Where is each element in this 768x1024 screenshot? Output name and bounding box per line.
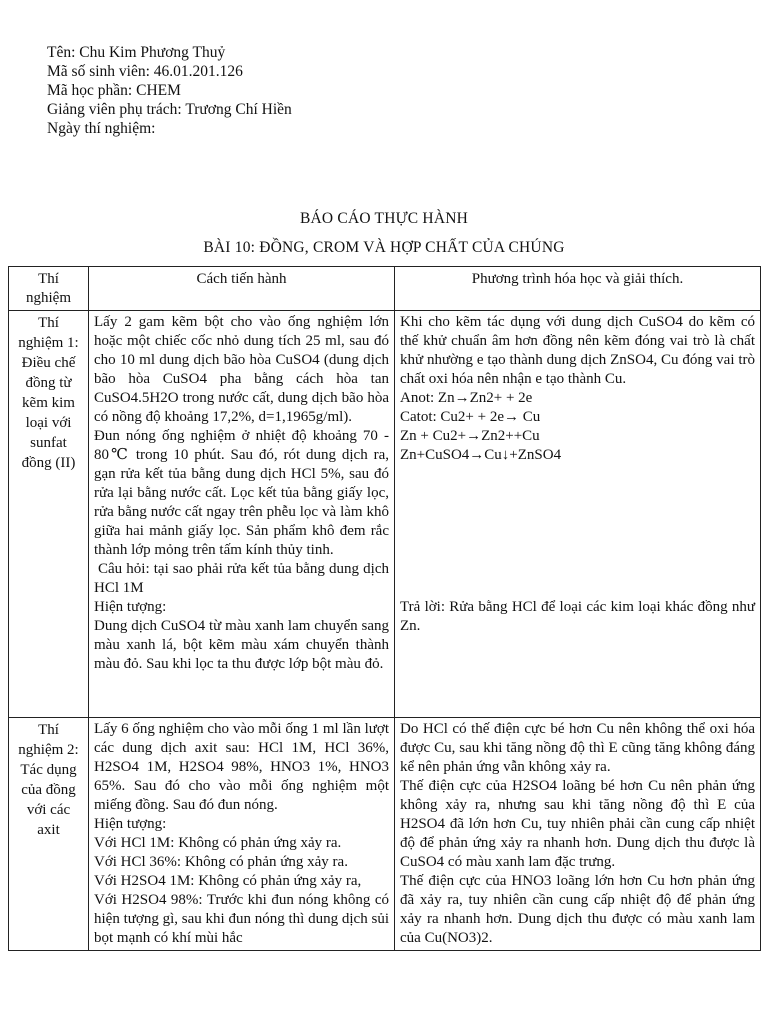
header-procedure: Cách tiến hành	[89, 267, 395, 311]
procedure-step: Lấy 6 ống nghiệm cho vào mỗi ống 1 ml lần lượt các dung dịch axit sau: HCl 1M, HCl 36%, H2SO4 1M, H2SO4 98%, HNO3 1%, HNO3 65%. Sau đó cho vào mỗi ống nghiệm một miếng đồng. Sau đó đun nóng.	[94, 721, 389, 813]
result-h2so4-98: Với H2SO4 98%: Trước khi đun nóng không có hiện tượng gì, sau khi đun nóng thì dung dịch sủi bọt mạnh có khí mùi hắc	[94, 892, 389, 946]
lesson-title: BÀI 10: ĐỒNG, CROM VÀ HỢP CHẤT CỦA CHÚNG	[203, 239, 565, 256]
procedure-step: Lấy 2 gam kẽm bột cho vào ống nghiệm lớn hoặc một chiếc cốc nhỏ dung tích 25 ml, sau đó cho 10 ml dung dịch bão hòa CuSO4 (dung dịch bão hòa CuSO4 pha bằng cách hòa tan CuSO4.5H2O trong nước cất, dung dịch bão hòa có nồng độ khoảng 17,2%, d=1,1965g/ml).	[94, 314, 389, 425]
header-experiment: Thí nghiệm	[9, 267, 89, 311]
experiment-2-name: Thí nghiệm 2: Tác dụng của đồng với các axit	[9, 718, 89, 951]
explanation-hno3: Thế điện cực của HNO3 loãng lớn hơn Cu hơn phản ứng đã xảy ra, tuy nhiên cần cung cấp nhiệt độ để phản ứng xảy ra nhanh hơn. Dung dịch thu được có màu xanh lam của Cu(NO3)2.	[400, 873, 755, 946]
student-name: Tên: Chu Kim Phương Thuỷ	[47, 44, 226, 61]
explanation-h2so4: Thế điện cực của H2SO4 loãng bé hơn Cu nên phản ứng không xảy ra, nhưng sau khi tăng nồng độ thì E của H2SO4 đã lớn hơn Cu, tuy nhiên phải cần cung cấp nhiệt độ để phản ứng xảy ra nhanh hơn. Dung dịch thu được là CuSO4 có màu xanh lam đặc trưng.	[400, 778, 755, 870]
result-hcl-36: Với HCl 36%: Không có phản ứng xảy ra.	[94, 854, 348, 870]
phenomenon-label: Hiện tượng:	[94, 599, 167, 615]
course-code: Mã học phần: CHEM	[47, 82, 181, 99]
report-title: BÁO CÁO THỰC HÀNH	[300, 210, 468, 227]
equation-ionic: Zn + Cu2+→Zn2++Cu	[400, 428, 540, 444]
experiment-1-procedure	[89, 311, 395, 718]
experiment-2-procedure	[89, 718, 395, 951]
experiment-2-explanation	[395, 718, 761, 951]
experiment-1-name: Thí nghiệm 1: Điều chế đồng từ kẽm kim loại với sunfat đồng (II)	[9, 311, 89, 718]
header-explanation: Phương trình hóa học và giải thích.	[395, 267, 761, 311]
procedure-step: Đun nóng ống nghiệm ở nhiệt độ khoảng 70 - 80℃ trong 10 phút. Sau đó, rót dung dịch ra, gạn rửa kết tủa bằng dung dịch HCl 5%, sau đó rửa lại bằng nước cất. Lọc kết tủa bằng giấy lọc, rửa bằng nước cất ngay trên phễu lọc và làm khô giữa hai mảnh giấy lọc. Sản phẩm khô đem rắc thành lớp mỏng trên tấm kính thủy tinh.	[94, 428, 389, 558]
answer-text: Trả lời: Rửa bằng HCl để loại các kim loại khác đồng như Zn.	[400, 599, 755, 634]
student-id: Mã số sinh viên: 46.01.201.126	[47, 63, 243, 80]
table-row	[9, 311, 761, 718]
spacer	[400, 465, 755, 598]
student-info	[47, 43, 292, 138]
experiment-1-explanation	[395, 311, 761, 718]
phenomenon-label: Hiện tượng:	[94, 816, 167, 832]
equation-molecular: Zn+CuSO4→Cu↓+ZnSO4	[400, 447, 562, 463]
table-row	[9, 718, 761, 951]
table-header-row	[9, 267, 761, 311]
explanation-text: Khi cho kẽm tác dụng với dung dịch CuSO4 do kẽm có thế khử chuẩn âm hơn đồng nên kẽm đóng vai trò là chất khử nhường e tạo thành dung dịch ZnSO4, Cu đóng vai trò chất oxi hóa nên nhận e tạo thành Cu.	[400, 314, 755, 387]
experiment-date: Ngày thí nghiệm:	[47, 120, 156, 137]
report-table	[8, 266, 761, 951]
question-text: Câu hỏi: tại sao phải rửa kết tủa bằng dung dịch HCl 1M	[94, 561, 389, 596]
result-h2so4-1m: Với H2SO4 1M: Không có phản ứng xảy ra,	[94, 873, 362, 889]
lecturer: Giảng viên phụ trách: Trương Chí Hiền	[47, 101, 292, 118]
equation-cathode: Catot: Cu2+ + 2e→ Cu	[400, 409, 541, 425]
equation-anode: Anot: Zn→Zn2+ + 2e	[400, 390, 533, 406]
result-hcl-1m: Với HCl 1M: Không có phản ứng xảy ra.	[94, 835, 342, 851]
explanation-hcl: Do HCl có thế điện cực bé hơn Cu nên không thể oxi hóa được Cu, sau khi tăng nồng độ thì E cũng tăng không đáng kể nên phản ứng vẫn không xảy ra.	[400, 721, 755, 775]
phenomenon-text: Dung dịch CuSO4 từ màu xanh lam chuyển sang màu xanh lá, bột kẽm màu xám chuyển thành màu đỏ. Sau khi lọc ta thu được lớp bột màu đỏ.	[94, 618, 389, 672]
